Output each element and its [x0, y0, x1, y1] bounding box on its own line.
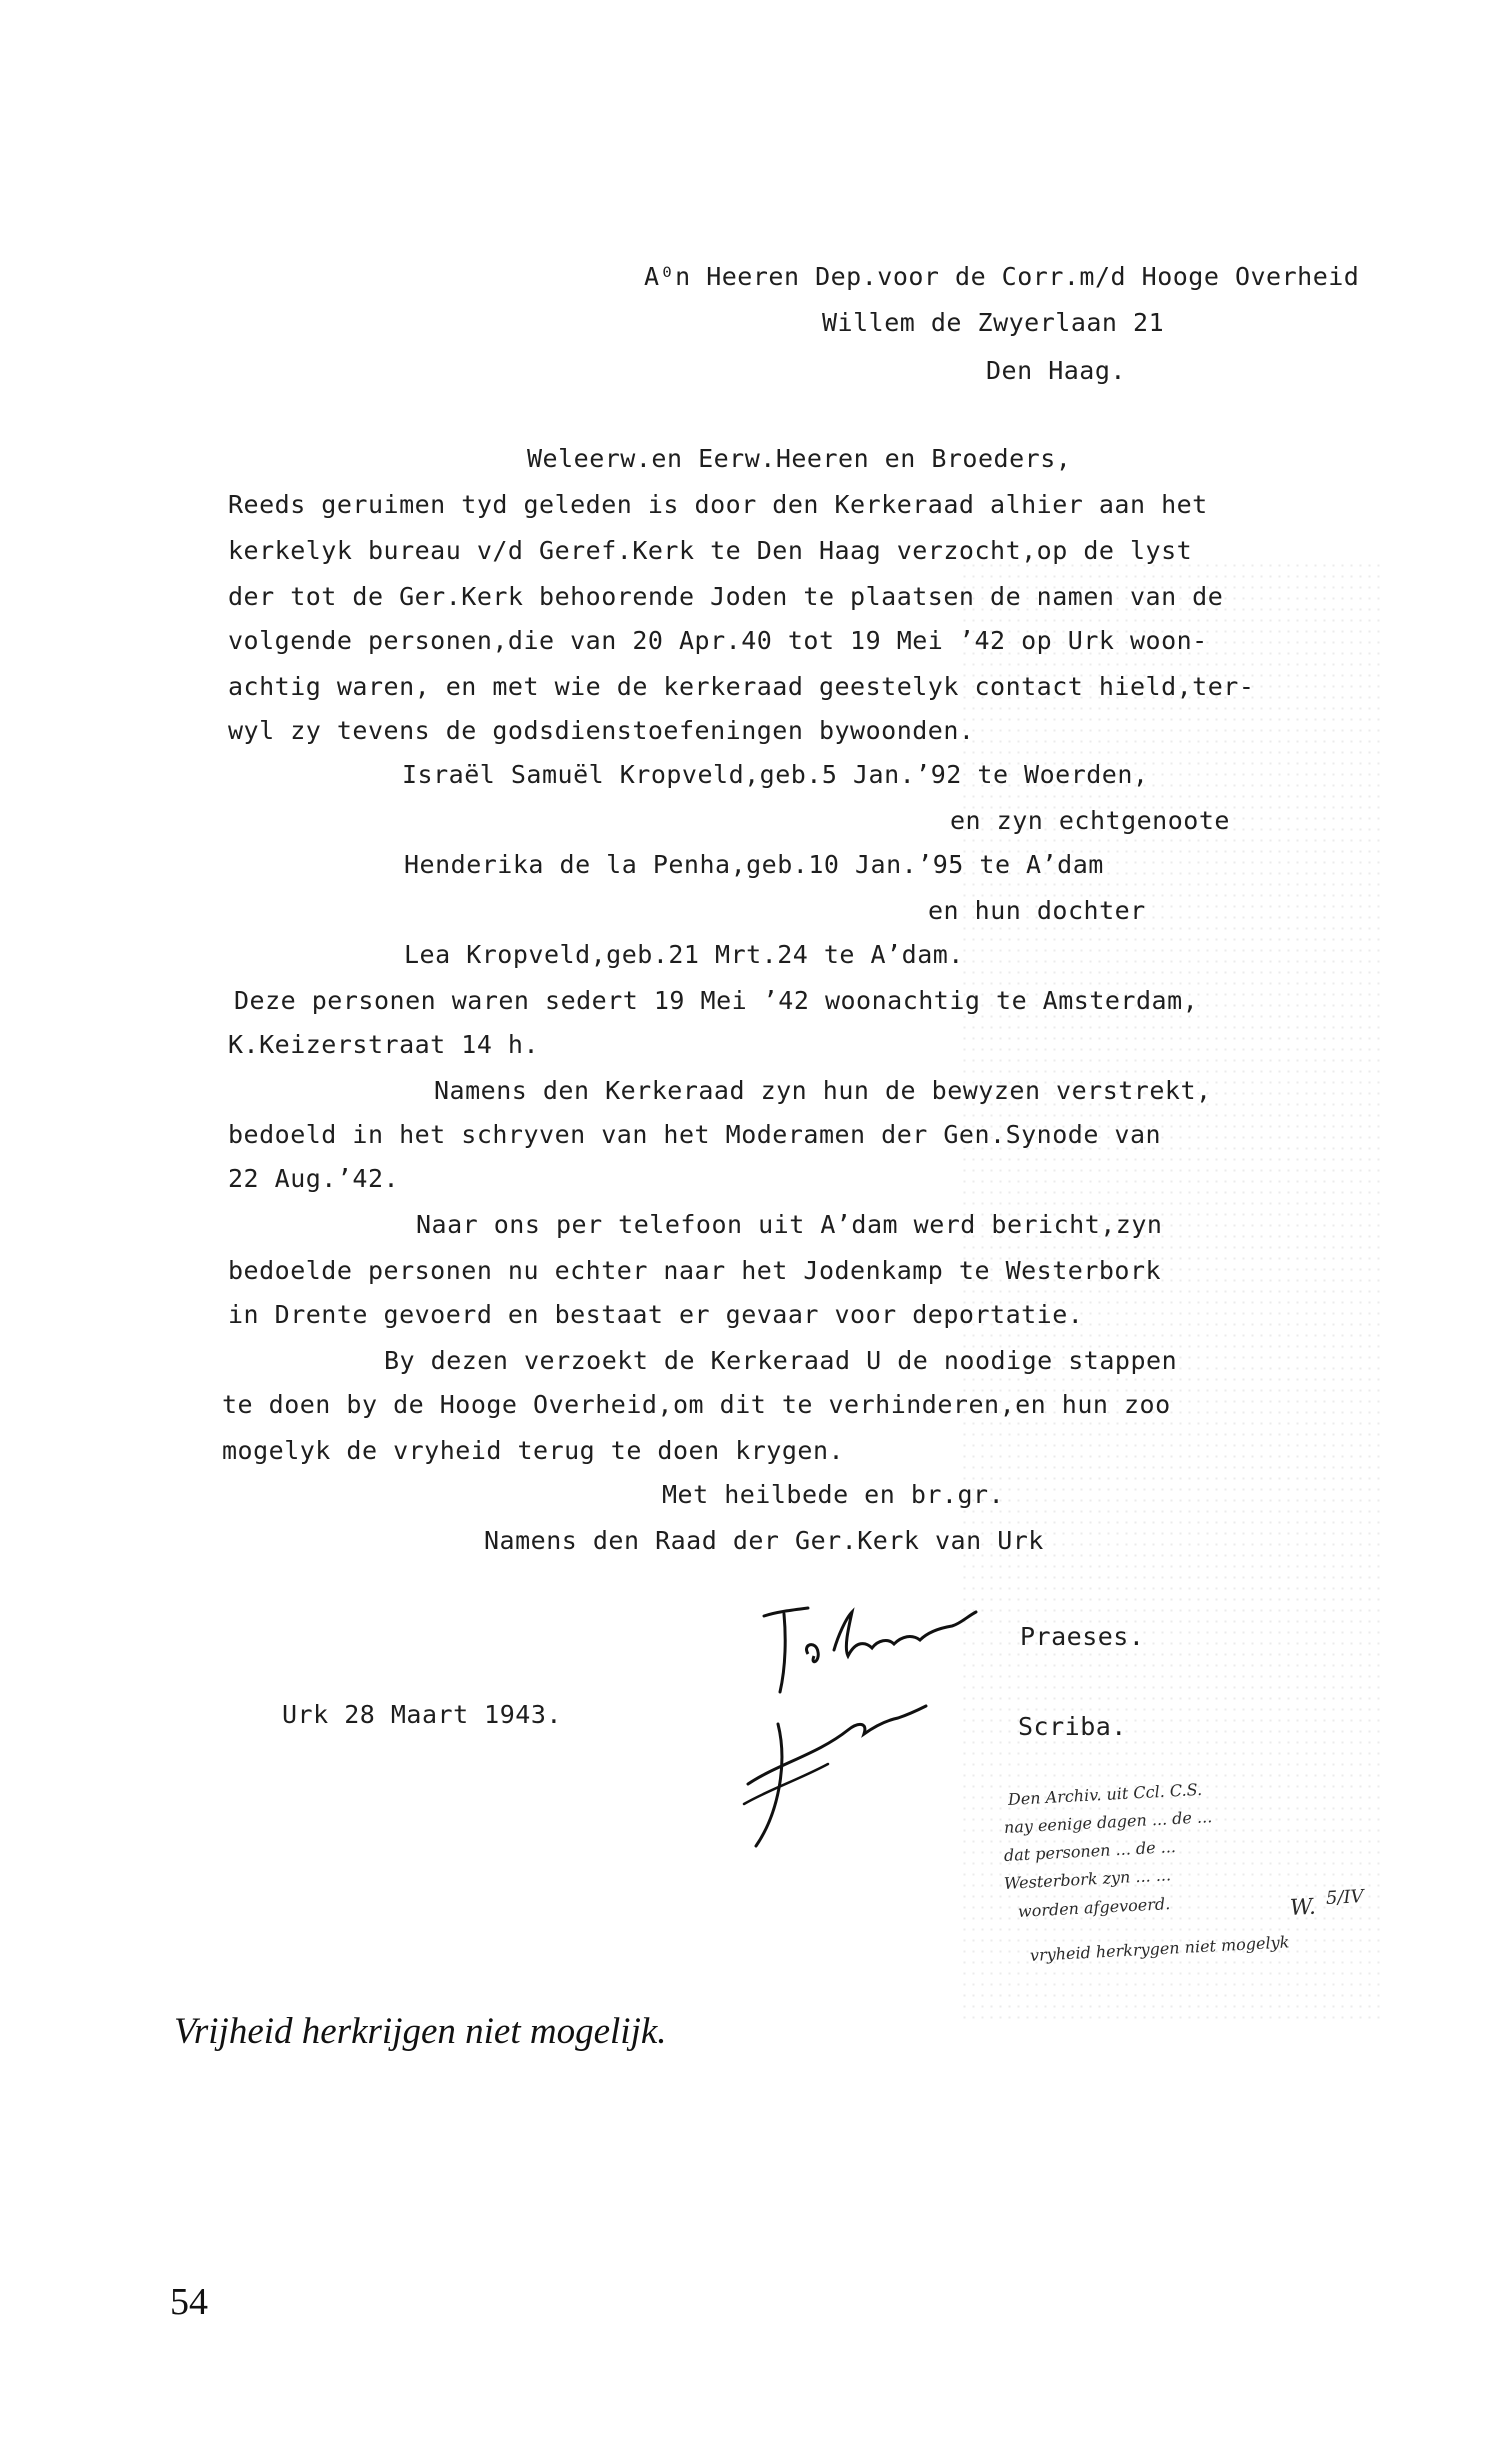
- body-line: en zyn echtgenoote: [950, 806, 1230, 835]
- handwritten-date: 5/IV: [1325, 1886, 1365, 1909]
- body-line: en hun dochter: [928, 896, 1146, 925]
- body-line: achtig waren, en met wie de kerkeraad geestelyk contact hield,ter-: [228, 672, 1255, 701]
- body-line: kerkelyk bureau v/d Geref.Kerk te Den Haag verzocht,op de lyst: [228, 536, 1193, 565]
- body-line: K.Keizerstraat 14 h.: [228, 1030, 540, 1059]
- body-line: Deze personen waren sedert 19 Mei ’42 woonachtig te Amsterdam,: [234, 986, 1199, 1015]
- body-line: Israël Samuël Kropveld,geb.5 Jan.’92 te Woerden,: [402, 760, 1149, 789]
- salutation: Weleerw.en Eerw.Heeren en Broeders,: [527, 444, 1072, 473]
- handwritten-note-line: Westerbork zyn ... ...: [1003, 1865, 1172, 1893]
- body-line: te doen by de Hooge Overheid,om dit te verhinderen,en hun zoo: [222, 1390, 1171, 1419]
- body-line: 22 Aug.’42.: [228, 1164, 400, 1193]
- body-line: Reeds geruimen tyd geleden is door den Kerkeraad alhier aan het: [228, 490, 1208, 519]
- address-line-1: A⁰n Heeren Dep.voor de Corr.m/d Hooge Overheid: [644, 262, 1360, 291]
- handwritten-initials: W.: [1289, 1894, 1317, 1921]
- figure-caption: Vrijheid herkrijgen niet mogelijk.: [174, 2011, 667, 2052]
- closing-line-1: Met heilbede en br.gr.: [662, 1480, 1005, 1509]
- handwritten-note-line: nay eenige dagen ... de ...: [1003, 1807, 1213, 1837]
- scriba-signature-image: [738, 1694, 938, 1854]
- praeses-label: Praeses.: [1020, 1622, 1145, 1651]
- handwritten-note-line: Den Archiv. uit Ccl. C.S.: [1007, 1779, 1203, 1809]
- body-line: bedoeld in het schryven van het Moderamen der Gen.Synode van: [228, 1120, 1162, 1149]
- closing-line-2: Namens den Raad der Ger.Kerk van Urk: [484, 1526, 1044, 1555]
- body-line: in Drente gevoerd en bestaat er gevaar voor deportatie.: [228, 1300, 1084, 1329]
- body-line: wyl zy tevens de godsdienstoefeningen bywoonden.: [228, 716, 975, 745]
- body-line: Lea Kropveld,geb.21 Mrt.24 te A’dam.: [404, 940, 964, 969]
- body-line: Henderika de la Penha,geb.10 Jan.’95 te A’dam: [404, 850, 1104, 879]
- address-line-2: Willem de Zwyerlaan 21: [822, 308, 1165, 337]
- body-line: mogelyk de vryheid terug te doen krygen.: [222, 1436, 845, 1465]
- address-line-3: Den Haag.: [986, 356, 1126, 385]
- body-line: volgende personen,die van 20 Apr.40 tot 19 Mei ’42 op Urk woon-: [228, 626, 1208, 655]
- place-date: Urk 28 Maart 1943.: [282, 1700, 562, 1729]
- handwritten-note-line: vryheid herkrygen niet mogelyk: [1029, 1932, 1290, 1965]
- body-line: bedoelde personen nu echter naar het Jodenkamp te Westerbork: [228, 1256, 1162, 1285]
- page-number: 54: [170, 2281, 208, 2323]
- scriba-label: Scriba.: [1018, 1712, 1127, 1741]
- body-line: Namens den Kerkeraad zyn hun de bewyzen verstrekt,: [434, 1076, 1212, 1105]
- body-line: By dezen verzoekt de Kerkeraad U de noodige stappen: [384, 1346, 1178, 1375]
- handwritten-note-line: dat personen ... de ...: [1003, 1837, 1177, 1865]
- body-line: Naar ons per telefoon uit A’dam werd bericht,zyn: [416, 1210, 1163, 1239]
- handwritten-note-line: worden afgevoerd.: [1017, 1894, 1171, 1921]
- praeses-signature-image: [756, 1596, 996, 1706]
- body-line: der tot de Ger.Kerk behoorende Joden te plaatsen de namen van de: [228, 582, 1224, 611]
